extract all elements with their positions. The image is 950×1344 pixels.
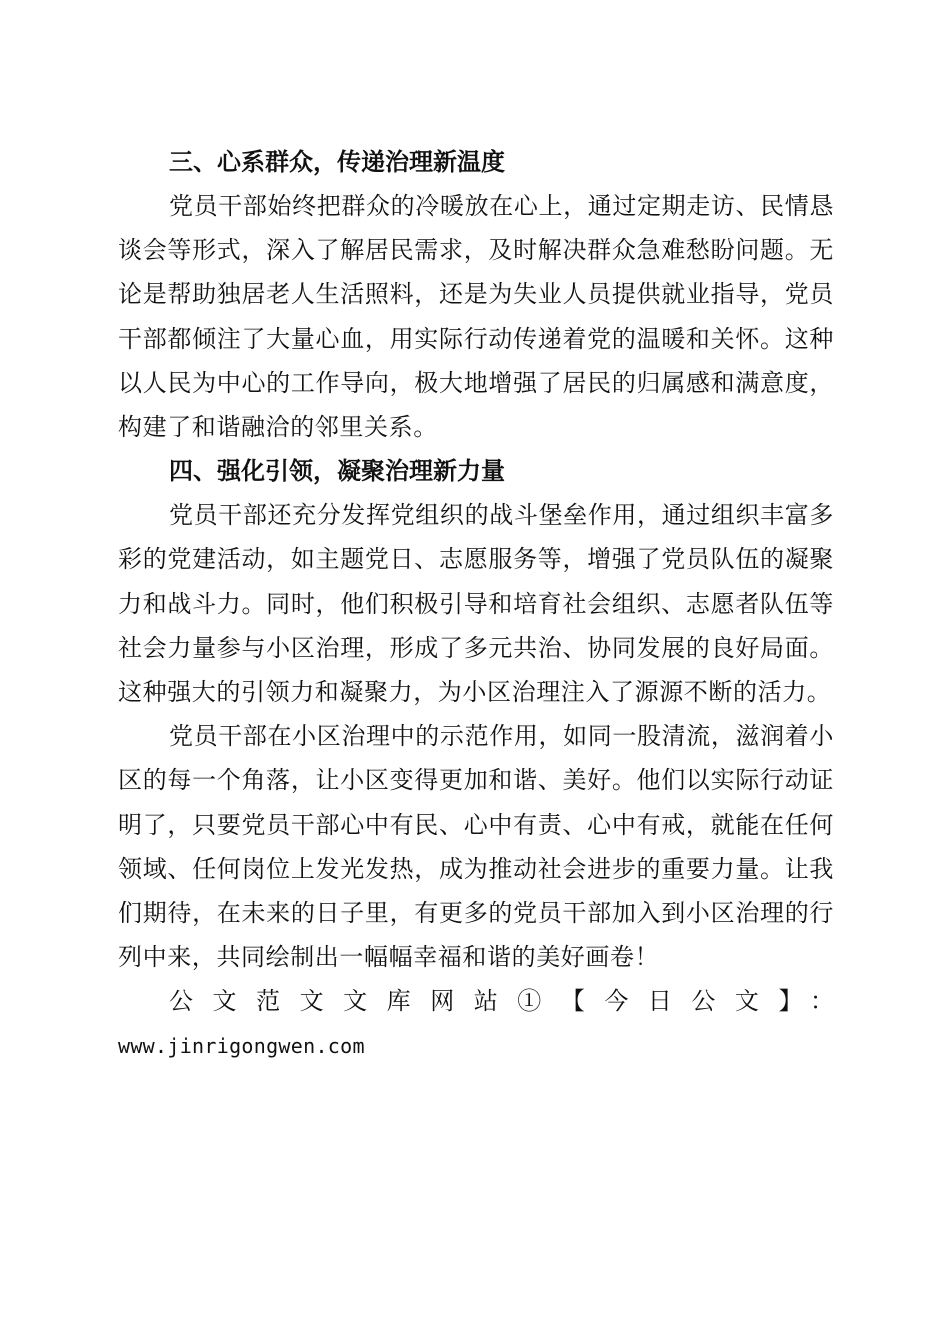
section-heading-4: 四、强化引领，凝聚治理新力量 — [169, 457, 505, 486]
closing-paragraph: 党员干部在小区治理中的示范作用，如同一股清流，滋润着小区的每一个角落，让小区变得更加和谐、美好。他们以实际行动证明了，只要党员干部心中有民、心中有责、心中有戒，就能在任何领域、任何岗位上发光发热，成为推动社会进步的重要力量。让我们期待，在未来的日子里，有更多的党员干部加入到小区治理的行列中来，共同绘制出一幅幅幸福和谐的美好画卷！ — [118, 722, 834, 972]
section-4-paragraph-1: 党员干部还充分发挥党组织的战斗堡垒作用，通过组织丰富多彩的党建活动，如主题党日、志愿服务等，增强了党员队伍的凝聚力和战斗力。同时，他们积极引导和培育社会组织、志愿者队伍等社会力量参与小区治理，形成了多元共治、协同发展的良好局面。这种强大的引领力和凝聚力，为小区治理注入了源源不断的活力。 — [118, 501, 834, 707]
footer-url: www.jinrigongwen.com — [118, 1033, 365, 1058]
section-3-paragraph-1: 党员干部始终把群众的冷暖放在心上，通过定期走访、民情恳谈会等形式，深入了解居民需求，及时解决群众急难愁盼问题。无论是帮助独居老人生活照料，还是为失业人员提供就业指导，党员干部都倾注了大量心血，用实际行动传递着党的温暖和关怀。这种以人民为中心的工作导向，极大地增强了居民的归属感和满意度，构建了和谐融洽的邻里关系。 — [118, 192, 834, 442]
footer-source-label: 公文范文文库网站①【今日公文】： — [169, 987, 834, 1016]
document-body — [118, 140, 834, 1068]
section-heading-3: 三、心系群众，传递治理新温度 — [169, 148, 505, 176]
